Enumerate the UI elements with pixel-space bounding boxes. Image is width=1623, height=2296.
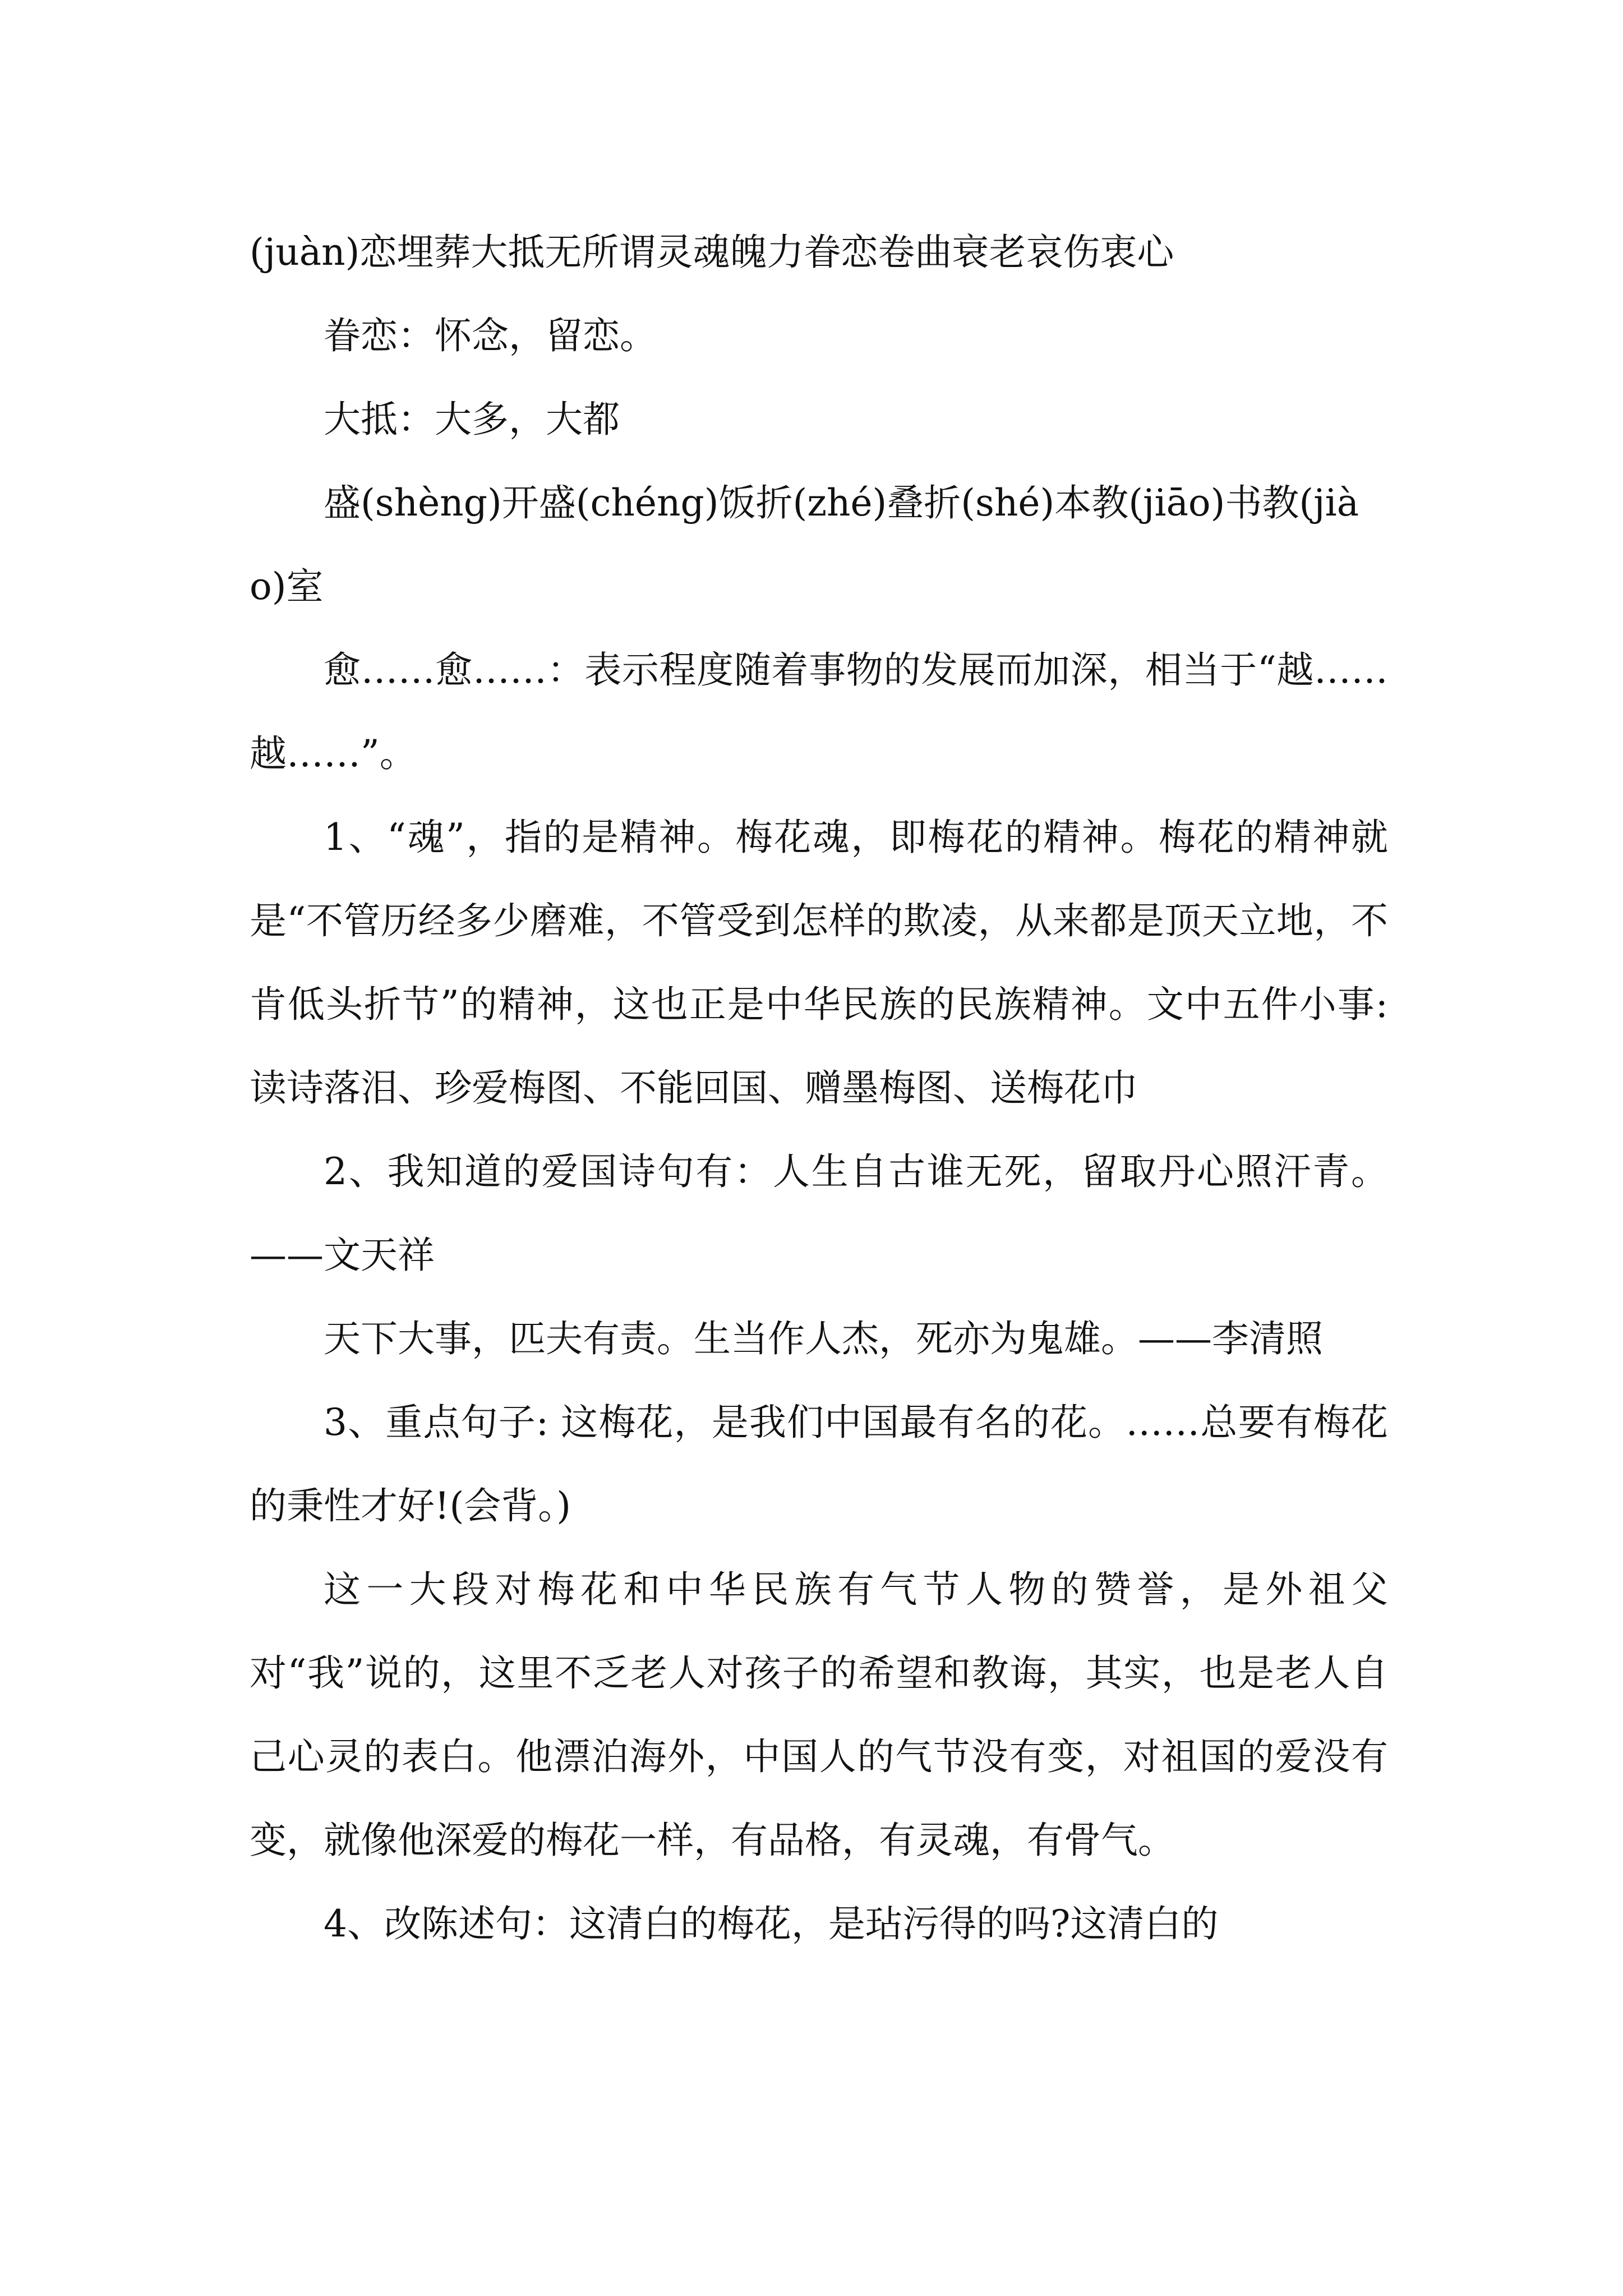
paragraph-li-qingzhao-quote: 天下大事，匹夫有责。生当作人杰，死亦为鬼雄。——李清照 — [324, 1317, 1323, 1360]
paragraph-grandfather-explanation: 这一大段对梅花和中华民族有气节人物的赞誉，是外祖父对“我”说的，这里不乏老人对孩子的希望和教诲，其实，也是老人自己心灵的表白。他漂泊海外，中国人的气节没有变，对祖国的爱没有变，就像他深爱的梅花一样，有品格，有灵魂，有骨气。 — [250, 1568, 1388, 1862]
paragraph-point-3-key-sentence: 3、重点句子: 这梅花，是我们中国最有名的花。……总要有梅花的秉性才好!(会背。) — [250, 1401, 1388, 1527]
paragraph-point-4-declarative: 4、改陈述句：这清白的梅花，是玷污得的吗?这清白的 — [324, 1902, 1219, 1945]
paragraph-point-2-patriotic-poems: 2、我知道的爱国诗句有：人生自古谁无死，留取丹心照汗青。——文天祥 — [250, 1150, 1388, 1277]
paragraph-definition-juanlian: 眷恋：怀念，留恋。 — [324, 314, 657, 357]
paragraph-definition-dadi: 大抵：大多，大都 — [324, 398, 620, 441]
paragraph-vocabulary-list: (juàn)恋埋葬大抵无所谓灵魂魄力眷恋卷曲衰老哀伤衷心 — [250, 231, 1174, 274]
document-page — [250, 210, 1388, 1966]
paragraph-point-1-meihua-hun: 1、“魂”，指的是精神。梅花魂，即梅花的精神。梅花的精神就是“不管历经多少磨难，不管受到怎样的欺凌，从来都是顶天立地，不肯低头折节”的精神，这也正是中华民族的民族精神。文中五件小事:读诗落泪、珍爱梅图、不能回国、赠墨梅图、送梅花巾 — [250, 816, 1388, 1110]
paragraph-yu-yu-definition: 愈……愈……：表示程度随着事物的发展而加深，相当于“越……越……”。 — [250, 648, 1388, 775]
paragraph-polyphonic-characters: 盛(shèng)开盛(chéng)饭折(zhé)叠折(shé)本教(jiāo)书教(jiào)室 — [250, 481, 1359, 608]
